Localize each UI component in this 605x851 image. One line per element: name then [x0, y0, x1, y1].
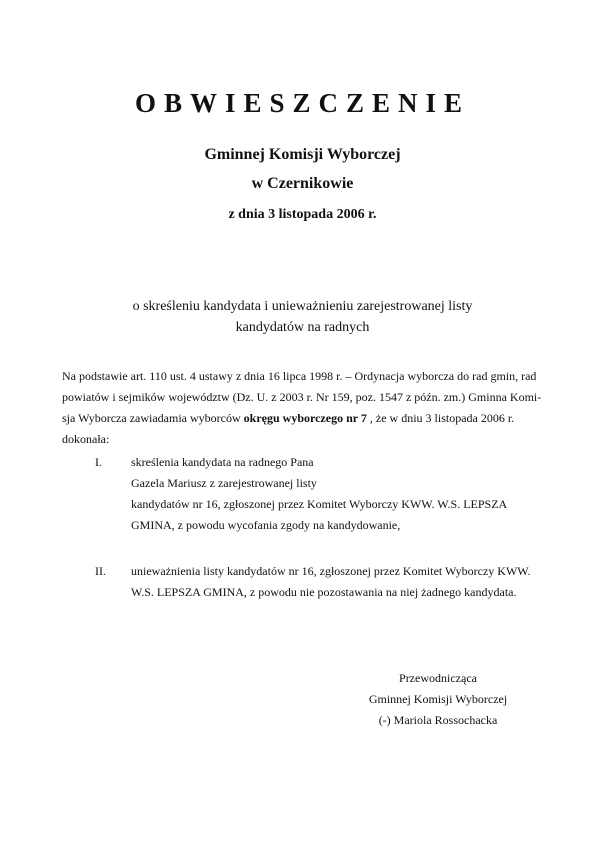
signature-role: Przewodnicząca [399, 671, 477, 685]
item-line: Gazela Mariusz z zarejestrowanej listy [131, 476, 317, 490]
paragraph-text: , że w dniu 3 listopada 2006 r. [366, 411, 515, 425]
item-line: skreślenia kandydata na radnego Pana [131, 455, 314, 469]
constituency-number: okręgu wyborczego nr 7 [243, 411, 367, 425]
item-number: I. [95, 455, 102, 469]
item-text [131, 561, 551, 603]
document-title: OBWIESZCZENIE [134, 88, 471, 118]
paragraph-line: powiatów i sejmików województw (Dz. U. z 2003 r. Nr 159, poz. 1547 z późn. zm.) Gminna Komi- [62, 390, 542, 404]
date-line: z dnia 3 listopada 2006 r. [228, 207, 377, 222]
paragraph-text: sja Wyborcza zawiadamia wyborców [62, 411, 244, 425]
signature-name: (-) Mariola Rossochacka [378, 713, 498, 727]
item-line: kandydatów nr 16, zgłoszonej przez Komitet Wyborczy KWW. W.S. LEPSZA [131, 497, 508, 511]
item-line: GMINA, z powodu wycofania zgody na kandydowanie, [131, 518, 401, 532]
issuer-line-2: w Czernikowie [251, 175, 354, 192]
legal-basis-paragraph [62, 366, 548, 450]
issuer-line-1: Gminnej Komisji Wyborczej [204, 146, 401, 163]
paragraph-line: dokonała: [62, 432, 110, 446]
item-line: unieważnienia listy kandydatów nr 16, zgłoszonej przez Komitet Wyborczy KWW. [131, 564, 531, 578]
subject-line-1: o skreśleniu kandydata i unieważnieniu zarejestrowanej listy [132, 299, 473, 314]
signature-body: Gminnej Komisji Wyborczej [368, 692, 508, 706]
item-number: II. [95, 564, 106, 578]
item-text [131, 452, 551, 536]
paragraph-line [62, 408, 548, 429]
subject-line-2: kandydatów na radnych [235, 320, 370, 335]
signature-block [358, 668, 518, 731]
paragraph-line: Na podstawie art. 110 ust. 4 ustawy z dnia 16 lipca 1998 r. – Ordynacja wyborcza do rad gmin, rad [62, 369, 537, 383]
item-line: W.S. LEPSZA GMINA, z powodu nie pozostawania na niej żadnego kandydata. [131, 585, 517, 599]
